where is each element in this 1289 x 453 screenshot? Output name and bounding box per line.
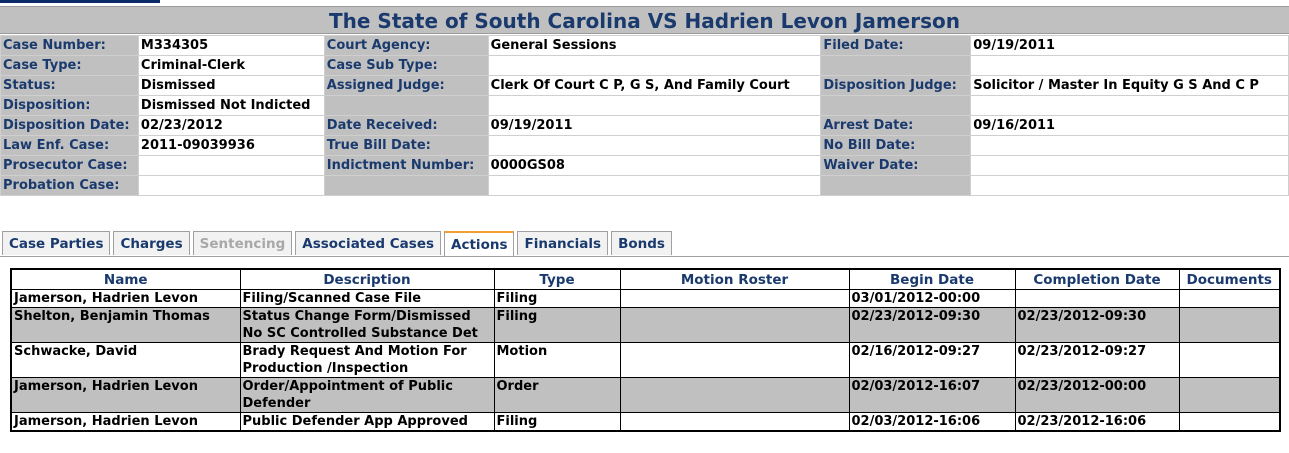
empty-value-cell [971,96,1289,116]
actions-table [10,268,1281,432]
assigned-judge-label: Assigned Judge: [324,76,488,96]
info-row [1,156,1289,176]
empty-label-cell [324,176,488,196]
info-row [1,76,1289,96]
column-header-motion-roster[interactable]: Motion Roster [620,269,849,290]
tab-associated-cases[interactable]: Associated Cases [295,231,441,255]
case-type-label: Case Type: [1,56,139,76]
cell-name: Shelton, Benjamin Thomas [11,308,240,343]
empty-value-cell [488,96,821,116]
disposition-value: Dismissed Not Indicted [138,96,324,116]
cell-name: Schwacke, David [11,343,240,378]
case-number-value: M334305 [138,36,324,56]
probation-case-value [138,176,324,196]
cell-description: Brady Request And Motion For Production /Inspection [240,343,494,378]
cell-begin-date: 02/16/2012-09:27 [849,343,1015,378]
assigned-judge-value: Clerk Of Court C P, G S, And Family Court [488,76,821,96]
empty-label-cell [821,56,971,76]
court-agency-label: Court Agency: [324,36,488,56]
info-row [1,36,1289,56]
cell-name: Jamerson, Hadrien Levon [11,413,240,432]
cell-begin-date: 03/01/2012-00:00 [849,290,1015,308]
cell-description: Status Change Form/Dismissed No SC Controlled Substance Det [240,308,494,343]
case-number-label: Case Number: [1,36,139,56]
case-type-value: Criminal-Clerk [138,56,324,76]
cell-description: Order/Appointment of Public Defender [240,378,494,413]
cell-name: Jamerson, Hadrien Levon [11,290,240,308]
prosecutor-case-label: Prosecutor Case: [1,156,139,176]
cell-completion-date: 02/23/2012-09:30 [1015,308,1179,343]
cell-documents [1179,413,1280,432]
tab-sentencing: Sentencing [193,231,293,255]
cell-begin-date: 02/03/2012-16:07 [849,378,1015,413]
empty-label-cell [324,96,488,116]
table-row [11,290,1280,308]
cell-type: Filing [494,308,620,343]
law-enf-case-value: 2011-09039936 [138,136,324,156]
empty-label-cell [821,96,971,116]
no-bill-date-label: No Bill Date: [821,136,971,156]
filed-date-label: Filed Date: [821,36,971,56]
cell-motion-roster [620,378,849,413]
column-header-description[interactable]: Description [240,269,494,290]
empty-value-cell [488,176,821,196]
info-row [1,116,1289,136]
cell-completion-date: 02/23/2012-16:06 [1015,413,1179,432]
cell-type: Order [494,378,620,413]
status-label: Status: [1,76,139,96]
table-row [11,308,1280,343]
cell-begin-date: 02/23/2012-09:30 [849,308,1015,343]
law-enf-case-label: Law Enf. Case: [1,136,139,156]
cell-description: Public Defender App Approved [240,413,494,432]
column-header-name[interactable]: Name [11,269,240,290]
info-row [1,96,1289,116]
cell-motion-roster [620,413,849,432]
cell-completion-date: 02/23/2012-09:27 [1015,343,1179,378]
arrest-date-label: Arrest Date: [821,116,971,136]
column-header-type[interactable]: Type [494,269,620,290]
empty-value-cell [971,56,1289,76]
filed-date-value: 09/19/2011 [971,36,1289,56]
tab-bonds[interactable]: Bonds [611,231,672,255]
case-sub-type-label: Case Sub Type: [324,56,488,76]
info-row [1,56,1289,76]
case-sub-type-value [488,56,821,76]
cell-documents [1179,378,1280,413]
prosecutor-case-value [138,156,324,176]
table-row [11,343,1280,378]
disposition-date-label: Disposition Date: [1,116,139,136]
tab-actions[interactable]: Actions [444,231,514,257]
cell-motion-roster [620,290,849,308]
true-bill-date-label: True Bill Date: [324,136,488,156]
cell-documents [1179,343,1280,378]
no-bill-date-value [971,136,1289,156]
tab-financials[interactable]: Financials [517,231,608,255]
indictment-number-value: 0000GS08 [488,156,821,176]
cell-completion-date [1015,290,1179,308]
info-row [1,136,1289,156]
cell-type: Motion [494,343,620,378]
disposition-judge-label: Disposition Judge: [821,76,971,96]
column-header-documents[interactable]: Documents [1179,269,1280,290]
case-title: The State of South Carolina VS Hadrien Levon Jamerson [0,6,1289,34]
cell-description: Filing/Scanned Case File [240,290,494,308]
case-tabs [2,231,675,257]
cell-type: Filing [494,290,620,308]
top-accent-bar [0,0,160,3]
tab-charges[interactable]: Charges [113,231,189,255]
waiver-date-label: Waiver Date: [821,156,971,176]
cell-documents [1179,308,1280,343]
cell-documents [1179,290,1280,308]
cell-completion-date: 02/23/2012-00:00 [1015,378,1179,413]
table-row [11,413,1280,432]
empty-value-cell [971,176,1289,196]
disposition-judge-value: Solicitor / Master In Equity G S And C P [971,76,1289,96]
waiver-date-value [971,156,1289,176]
court-agency-value: General Sessions [488,36,821,56]
date-received-label: Date Received: [324,116,488,136]
case-info-table [0,35,1289,196]
cell-begin-date: 02/03/2012-16:06 [849,413,1015,432]
column-header-begin-date[interactable]: Begin Date [849,269,1015,290]
true-bill-date-value [488,136,821,156]
cell-name: Jamerson, Hadrien Levon [11,378,240,413]
column-header-completion-date[interactable]: Completion Date [1015,269,1179,290]
info-row [1,176,1289,196]
cell-type: Filing [494,413,620,432]
date-received-value: 09/19/2011 [488,116,821,136]
disposition-label: Disposition: [1,96,139,116]
cell-motion-roster [620,343,849,378]
actions-header-row [11,269,1280,290]
indictment-number-label: Indictment Number: [324,156,488,176]
empty-label-cell [821,176,971,196]
tab-case-parties[interactable]: Case Parties [2,231,110,255]
table-row [11,378,1280,413]
cell-motion-roster [620,308,849,343]
arrest-date-value: 09/16/2011 [971,116,1289,136]
probation-case-label: Probation Case: [1,176,139,196]
disposition-date-value: 02/23/2012 [138,116,324,136]
status-value: Dismissed [138,76,324,96]
tab-divider [0,256,1289,257]
